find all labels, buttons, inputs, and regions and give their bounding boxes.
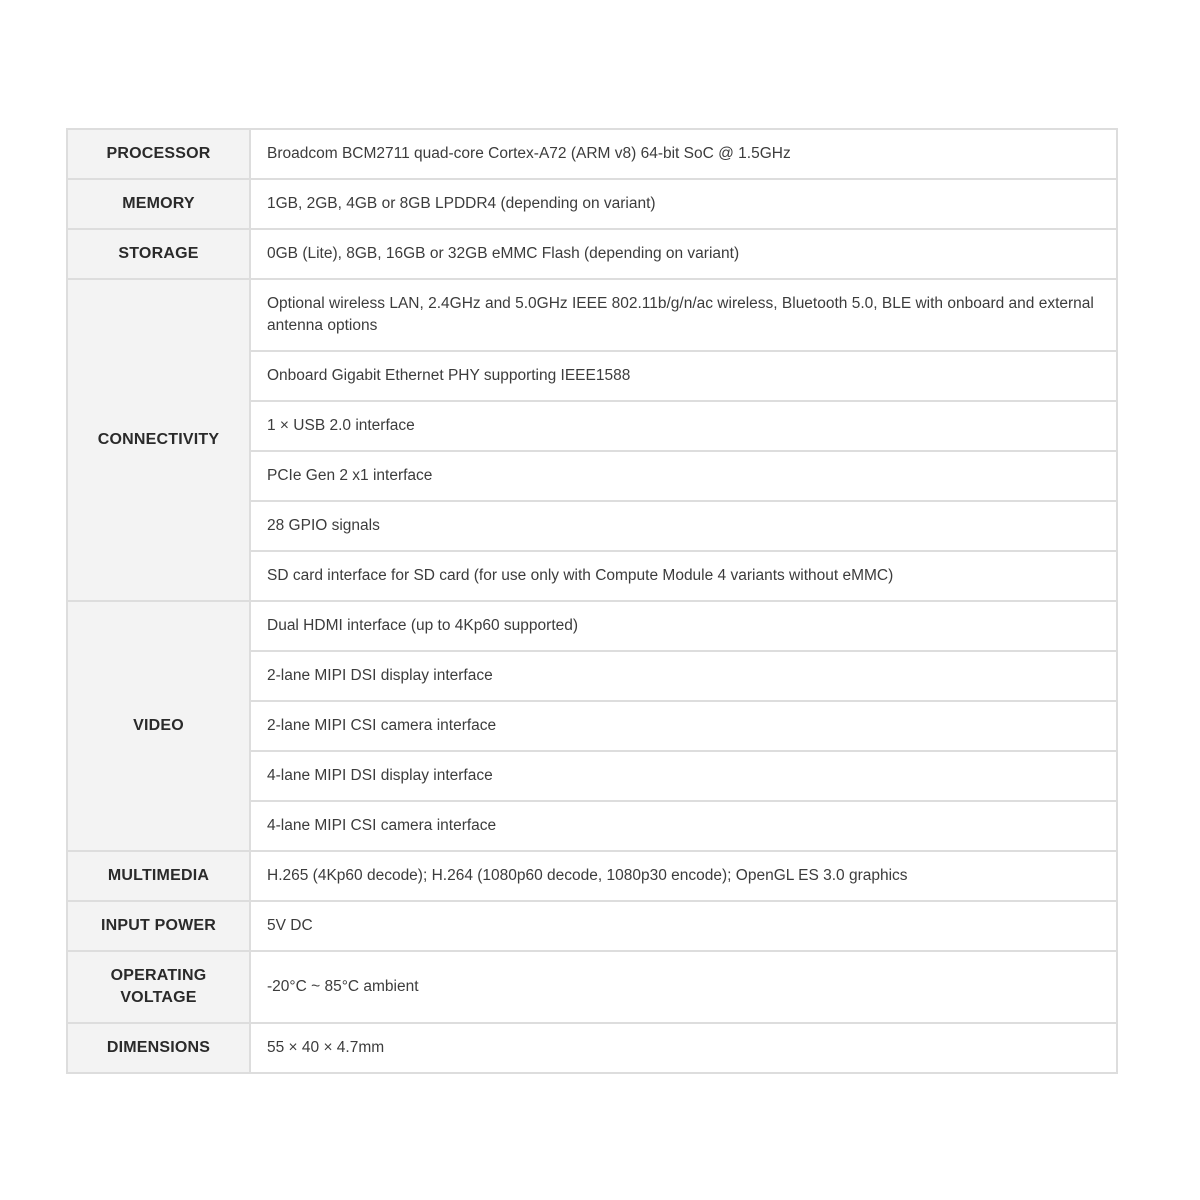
row-value-memory: 1GB, 2GB, 4GB or 8GB LPDDR4 (depending on variant) [250,179,1117,229]
row-value-video-dsi4: 4-lane MIPI DSI display interface [250,751,1117,801]
row-value-operating-voltage: -20°C ~ 85°C ambient [250,951,1117,1023]
table-row-dimensions [67,1023,1117,1073]
table-row-memory [67,179,1117,229]
row-value-connectivity-ethernet: Onboard Gigabit Ethernet PHY supporting IEEE1588 [250,351,1117,401]
row-label-memory: MEMORY [67,179,250,229]
row-label-multimedia: MULTIMEDIA [67,851,250,901]
row-value-input-power: 5V DC [250,901,1117,951]
row-label-input-power: INPUT POWER [67,901,250,951]
row-value-connectivity-wireless: Optional wireless LAN, 2.4GHz and 5.0GHz IEEE 802.11b/g/n/ac wireless, Bluetooth 5.0, BLE with onboard and external antenna options [250,279,1117,351]
table-row-input-power [67,901,1117,951]
spec-table [66,128,1118,1074]
row-value-video-dsi2: 2-lane MIPI DSI display interface [250,651,1117,701]
row-value-connectivity-gpio: 28 GPIO signals [250,501,1117,551]
row-value-connectivity-usb: 1 × USB 2.0 interface [250,401,1117,451]
table-row-storage [67,229,1117,279]
row-value-multimedia: H.265 (4Kp60 decode); H.264 (1080p60 decode, 1080p30 encode); OpenGL ES 3.0 graphics [250,851,1117,901]
row-value-dimensions: 55 × 40 × 4.7mm [250,1023,1117,1073]
table-row-multimedia [67,851,1117,901]
row-label-operating-voltage: OPERATING VOLTAGE [67,951,250,1023]
table-row-connectivity [67,279,1117,351]
row-value-connectivity-sd: SD card interface for SD card (for use only with Compute Module 4 variants without eMMC) [250,551,1117,601]
table-row-operating-voltage [67,951,1117,1023]
row-label-storage: STORAGE [67,229,250,279]
row-value-video-csi4: 4-lane MIPI CSI camera interface [250,801,1117,851]
row-value-connectivity-pcie: PCIe Gen 2 x1 interface [250,451,1117,501]
table-row-video [67,601,1117,651]
row-value-video-csi2: 2-lane MIPI CSI camera interface [250,701,1117,751]
row-label-processor: PROCESSOR [67,129,250,179]
row-value-video-hdmi: Dual HDMI interface (up to 4Kp60 supported) [250,601,1117,651]
row-label-video: VIDEO [67,601,250,851]
row-value-storage: 0GB (Lite), 8GB, 16GB or 32GB eMMC Flash (depending on variant) [250,229,1117,279]
row-label-connectivity: CONNECTIVITY [67,279,250,601]
row-value-processor: Broadcom BCM2711 quad-core Cortex-A72 (ARM v8) 64-bit SoC @ 1.5GHz [250,129,1117,179]
table-row-processor [67,129,1117,179]
row-label-dimensions: DIMENSIONS [67,1023,250,1073]
